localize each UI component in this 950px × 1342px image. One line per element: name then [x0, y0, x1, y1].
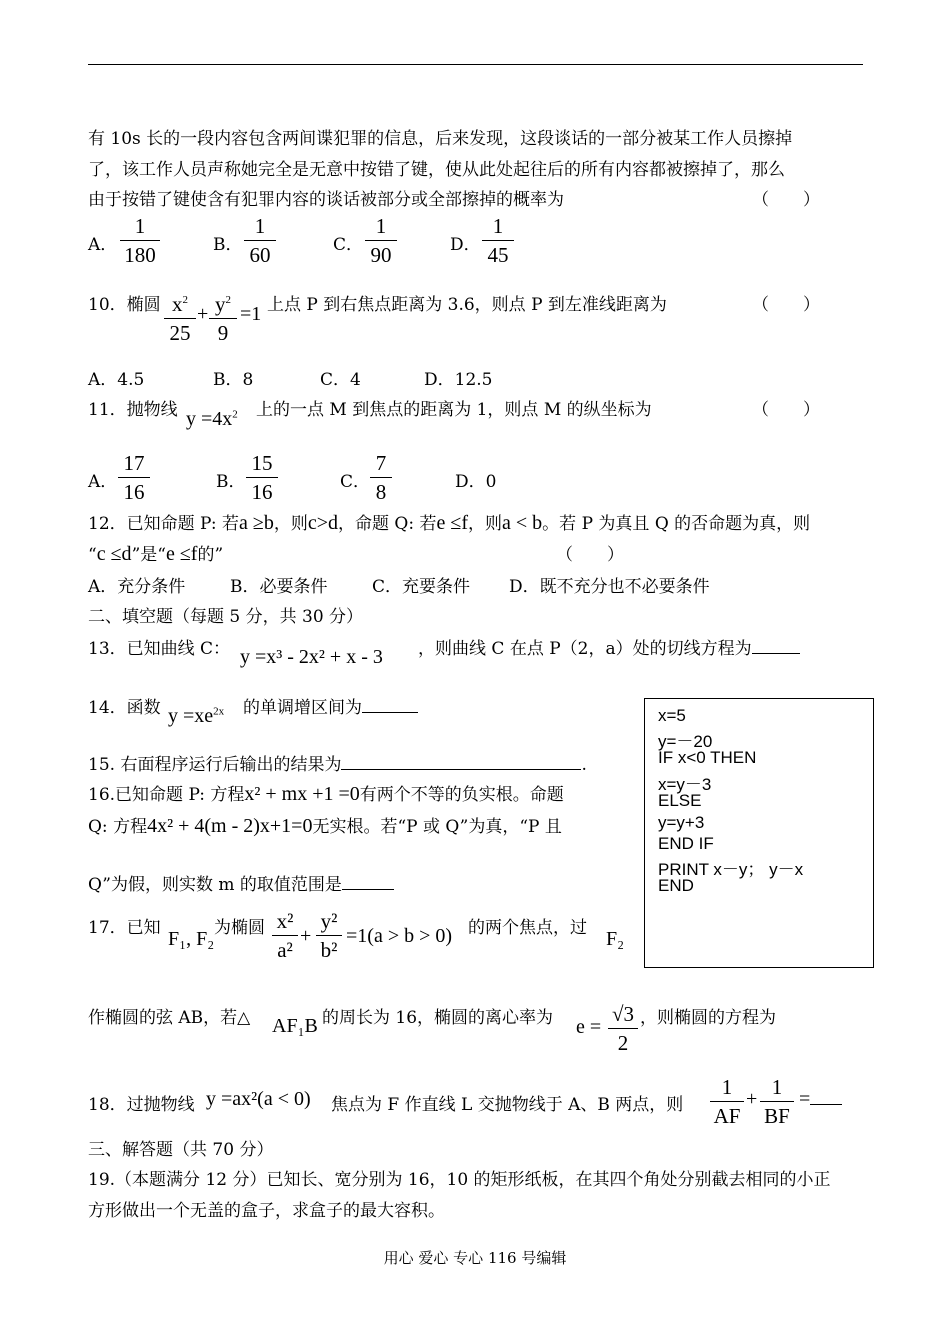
q11-option-a-label: A．	[88, 472, 118, 492]
q17-condition: =1(a > b > 0)	[346, 925, 453, 947]
program-line-1: x=5	[658, 706, 686, 725]
section-solutions-heading: 三、解答题（共 70 分）	[88, 1140, 274, 1160]
q12-option-d: D．既不充分也不必要条件	[509, 577, 710, 597]
q11-option-d: D．0	[455, 472, 497, 492]
q14-text: 的单调增区间为	[243, 693, 418, 718]
q16-answer-blank	[342, 873, 394, 890]
q17-prefix: 17．已知	[88, 918, 161, 938]
q9-option-a-label: A．	[88, 235, 118, 255]
q9-option-d-label: D．	[450, 235, 481, 255]
q9-option-a-fraction: 1 180	[120, 214, 160, 267]
q9-option-d-fraction: 1 45	[482, 214, 514, 267]
section-fill-in-heading: 二、填空题（每题 5 分，共 30 分）	[88, 607, 364, 627]
q11-text: 上的一点 M 到焦点的距离为 1，则点 M 的纵坐标为	[256, 400, 652, 420]
q16-line2: Q: 方程4x² + 4(m - 2)x+1=0无实根。若“P 或 Q”为真，“P 且	[88, 815, 562, 837]
q18-formula: y =ax²(a < 0)	[206, 1088, 311, 1110]
q14-prefix: 14．函数	[88, 698, 161, 718]
program-line-3: IF x<0 THEN	[658, 748, 757, 767]
q17-f2: F₂	[606, 928, 625, 950]
q11-option-b-fraction: 15 16	[246, 451, 278, 504]
q9-answer-paren: （ ）	[752, 190, 820, 210]
q9-option-c-fraction: 1 90	[365, 214, 397, 267]
q12-line1: 12．已知命题 P: 若a ≥b，则c>d，命题 Q: 若e ≤f，则a < b。若 P 为真且 Q 的否命题为真，则	[88, 512, 811, 534]
q17-line2b: 的周长为 16，椭圆的离心率为	[322, 1008, 554, 1028]
q9-option-b-fraction: 1 60	[244, 214, 276, 267]
q11-prefix: 11．抛物线	[88, 400, 178, 420]
q16-line3: Q”为假，则实数 m 的取值范围是	[88, 870, 394, 895]
q13-text: ，则曲线 C 在点 P（2，a）处的切线方程为	[418, 634, 800, 659]
q18-answer-blank	[810, 1088, 842, 1105]
q12-line2: “c ≤d”是“e ≤f的”	[88, 543, 224, 565]
q13-prefix: 13．已知曲线 C：	[88, 639, 231, 659]
q14-formula: $y =xe^{2x}$	[168, 705, 225, 727]
q9-line2: 了，该工作人员声称她完全是无意中按错了键，使从此处起往后的所有内容都被擦掉了，那么	[88, 160, 785, 180]
q18-text: 焦点为 F 作直线 L 交抛物线于 A、B 两点，则	[331, 1095, 684, 1115]
q17-text: 的两个焦点，过	[468, 918, 587, 938]
q11-option-c-label: C．	[340, 472, 371, 492]
q10-fraction-y: $y^2$ 9	[209, 288, 237, 345]
q11-option-a-fraction: 17 16	[118, 451, 150, 504]
q18-plus: +	[746, 1088, 758, 1110]
program-line-6: y=y+3	[658, 813, 705, 832]
q10-option-a: A．4.5	[88, 370, 145, 390]
q15-text: 15. 右面程序运行后输出的结果为 .	[88, 755, 587, 775]
q9-line3: 由于按错了键使含有犯罪内容的谈话被部分或全部擦掉的概率为	[88, 190, 564, 210]
page-footer: 用心 爱心 专心 116 号编辑	[383, 1249, 567, 1267]
q13-formula: y =x³ - 2x² + x - 3	[240, 646, 383, 668]
q10-equals: =1	[240, 303, 262, 325]
q10-answer-paren: （ ）	[752, 295, 820, 315]
q19-line2: 方形做出一个无盖的盒子，求盒子的最大容积。	[88, 1201, 445, 1221]
q17-fraction-x: x² a²	[272, 909, 298, 962]
q12-option-c: C．充要条件	[372, 577, 471, 597]
q9-option-c-label: C．	[333, 235, 364, 255]
q10-option-c: C．4	[320, 370, 361, 390]
q17-triangle: AF₁B	[272, 1015, 318, 1037]
q11-option-c-fraction: 7 8	[370, 451, 392, 504]
q10-option-d: D．12.5	[424, 370, 493, 390]
q18-fraction-bf: 1 BF	[760, 1075, 794, 1128]
q16-line1: 16.已知命题 P: 方程x² + mx +1 =0有两个不等的负实根。命题	[88, 783, 564, 805]
q17-e-prefix: e =	[576, 1016, 602, 1038]
program-line-8: PRINT x－y； y－x	[658, 860, 804, 879]
q17-eccentricity-fraction: √3 2	[608, 1002, 638, 1055]
q18-prefix: 18．过抛物线	[88, 1095, 195, 1115]
q10-fraction-x: $x^2$ 25	[164, 288, 196, 345]
q12-option-b: B．必要条件	[230, 577, 328, 597]
q19-line1: 19.（本题满分 12 分）已知长、宽分别为 16，10 的矩形纸板，在其四个角处分别截去相同的小正	[88, 1170, 831, 1190]
q11-answer-paren: （ ）	[752, 400, 820, 420]
q9-option-b-label: B．	[213, 235, 243, 255]
q17-mid: 为椭圆	[214, 918, 265, 938]
q17-foci: F₁, F₂	[168, 928, 215, 950]
q10-plus: +	[197, 303, 209, 325]
q17-line2c: ，则椭圆的方程为	[640, 1008, 776, 1028]
program-line-7: END IF	[658, 834, 714, 853]
q13-answer-blank	[752, 637, 800, 654]
q10-text: 上点 P 到右焦点距离为 3.6，则点 P 到左准线距离为	[267, 295, 667, 315]
program-line-4: x=y－3	[658, 775, 712, 794]
q18-fraction-af: 1 AF	[710, 1075, 744, 1128]
q11-formula: $y =4x^2$	[186, 408, 238, 430]
program-line-5: ELSE	[658, 791, 702, 810]
q12-option-a: A．充分条件	[88, 577, 186, 597]
program-line-2: y=－20	[658, 732, 713, 751]
q9-line1: 有 10s 长的一段内容包含两间谍犯罪的信息，后来发现，这段谈话的一部分被某工作人员擦掉	[88, 129, 793, 149]
q10-option-b: B．8	[213, 370, 254, 390]
q11-option-b-label: B．	[216, 472, 246, 492]
q14-answer-blank	[362, 696, 418, 713]
q17-line2a: 作椭圆的弦 AB，若△	[88, 1008, 251, 1028]
program-line-9: END	[658, 876, 694, 895]
q17-plus: +	[300, 925, 312, 947]
q10-prefix: 10．椭圆	[88, 295, 161, 315]
q18-equals: =	[799, 1088, 842, 1111]
header-rule	[88, 64, 863, 65]
q15-answer-blank	[341, 753, 581, 770]
q12-answer-paren: （ ）	[556, 545, 624, 565]
q17-fraction-y: y² b²	[316, 909, 342, 962]
